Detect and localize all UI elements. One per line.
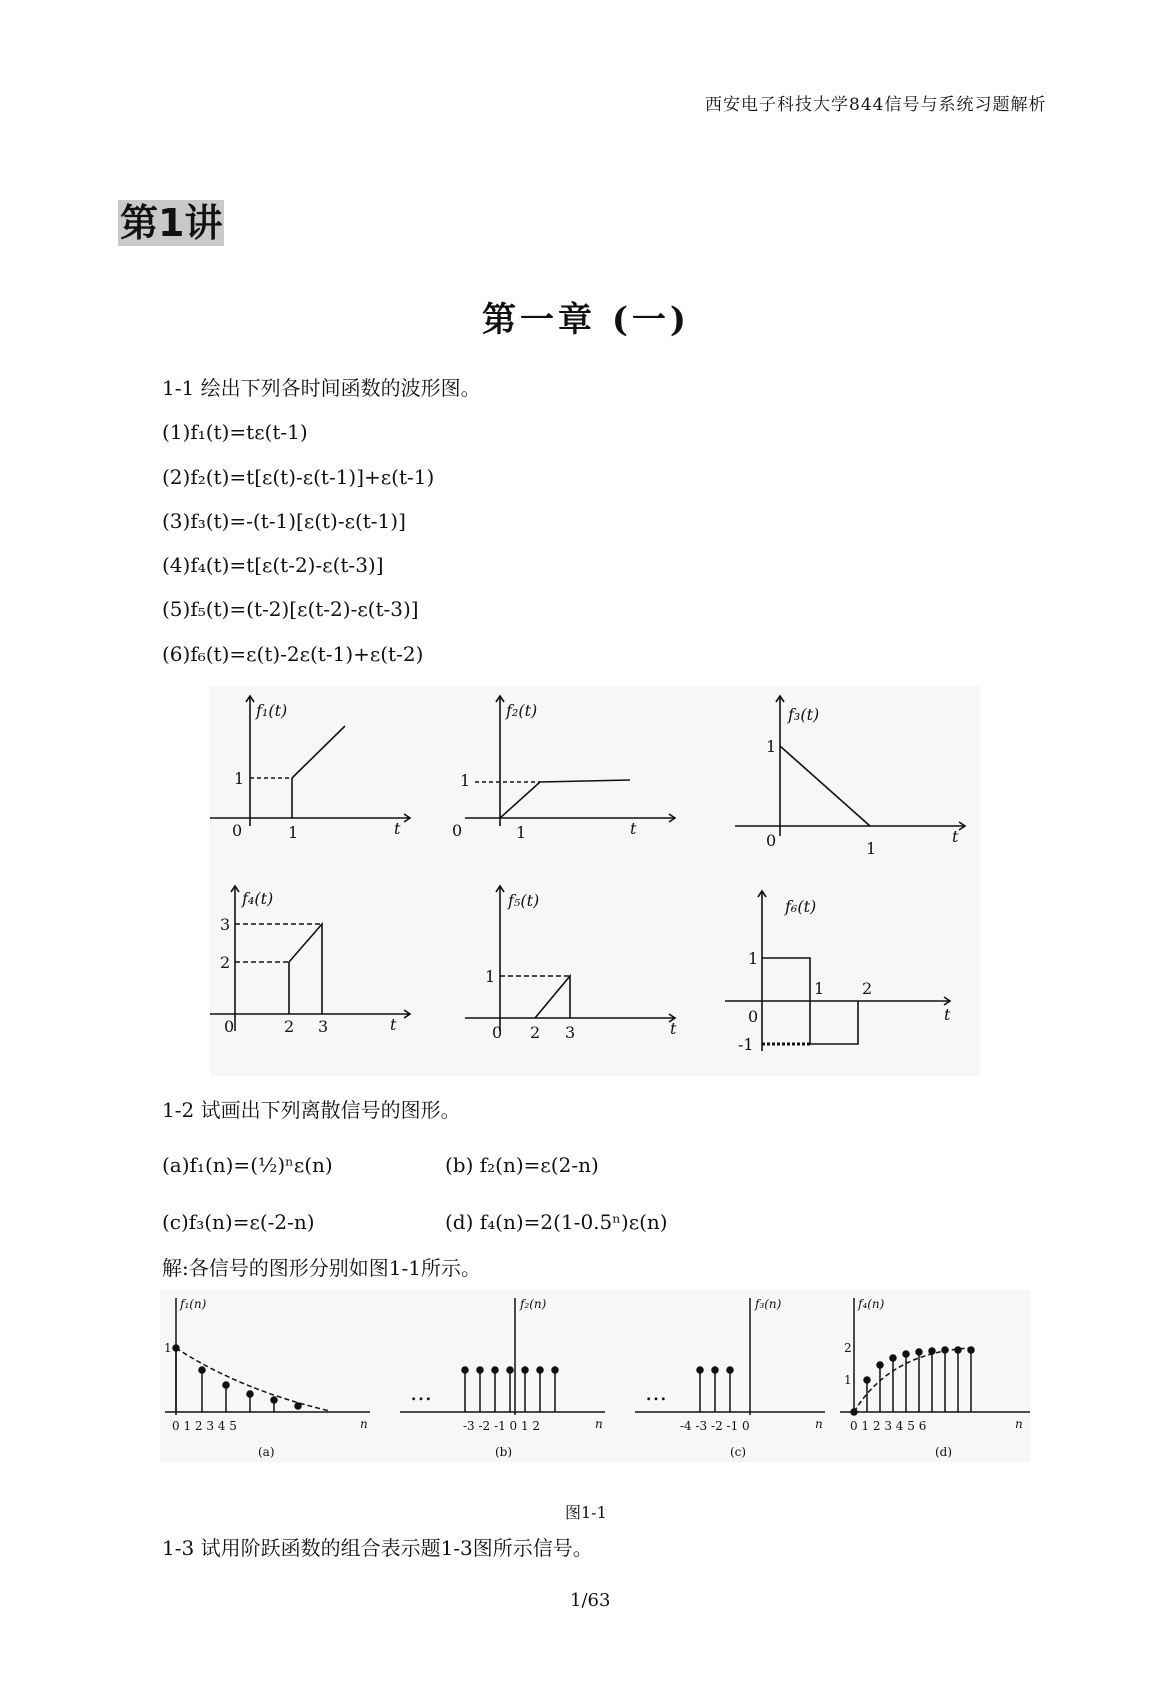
problem-1-1-item-2: (2)f₂(t)=t[ε(t)-ε(t-1)]+ε(t-1) bbox=[162, 465, 435, 489]
f5-tick-0: 0 bbox=[492, 1023, 503, 1042]
problem-1-2-a: (a)f₁(n)=(½)ⁿε(n) bbox=[162, 1153, 333, 1177]
problem-1-1-item-3: (3)f₃(t)=-(t-1)[ε(t)-ε(t-1)] bbox=[162, 509, 406, 533]
f4-tick-3: 3 bbox=[318, 1017, 329, 1036]
f5-tick-3: 3 bbox=[565, 1023, 576, 1042]
f6-tick-0: 0 bbox=[748, 1007, 759, 1026]
f5-axis: t bbox=[670, 1019, 677, 1038]
problem-1-1-item-6: (6)f₆(t)=ε(t)-2ε(t-1)+ε(t-2) bbox=[162, 642, 424, 666]
lecture-title: 第1讲 bbox=[120, 201, 223, 245]
f5-label: f₅(t) bbox=[508, 891, 540, 910]
f4-tick-y3: 3 bbox=[220, 915, 231, 934]
problem-1-1-item-5: (5)f₅(t)=(t-2)[ε(t-2)-ε(t-3)] bbox=[162, 597, 419, 621]
f3n-axis: n bbox=[815, 1417, 823, 1431]
f1n-sub: (a) bbox=[258, 1445, 275, 1459]
f5-tick-2: 2 bbox=[530, 1023, 541, 1042]
f6-tick-y1: 1 bbox=[748, 949, 759, 968]
problem-1-2-b: (b) f₂(n)=ε(2-n) bbox=[445, 1153, 599, 1177]
f2n-label: f₂(n) bbox=[520, 1297, 547, 1311]
f1-tick-y1: 1 bbox=[234, 769, 245, 788]
f4-tick-2: 2 bbox=[284, 1017, 295, 1036]
page-header: 西安电子科技大学844信号与系统习题解析 bbox=[705, 95, 1047, 115]
f1-tick-1: 1 bbox=[288, 823, 299, 842]
f4n-y1: 1 bbox=[844, 1373, 852, 1387]
f6-tick-1: 1 bbox=[814, 979, 825, 998]
f3-label: f₃(t) bbox=[788, 705, 820, 724]
f1n-axis: n bbox=[360, 1417, 368, 1431]
f6-axis: t bbox=[944, 1005, 951, 1024]
f2n-axis: n bbox=[595, 1417, 603, 1431]
waveform-figure-1-1 bbox=[210, 686, 980, 1076]
f3-axis: t bbox=[952, 827, 959, 846]
f4n-sub: (d) bbox=[935, 1445, 953, 1459]
f3-tick-0: 0 bbox=[766, 831, 777, 850]
f1-label: f₁(t) bbox=[256, 701, 288, 720]
f3-tick-y1: 1 bbox=[766, 737, 777, 756]
f2n-sub: (b) bbox=[495, 1445, 513, 1459]
f6-tick-ym1: -1 bbox=[738, 1035, 754, 1054]
chapter-title: 第一章 (一) bbox=[481, 300, 690, 340]
problem-1-1-item-1: (1)f₁(t)=tε(t-1) bbox=[162, 420, 308, 444]
figure-caption: 图1-1 bbox=[565, 1503, 607, 1522]
f4-label: f₄(t) bbox=[242, 889, 274, 908]
f3n-label: f₃(n) bbox=[755, 1297, 782, 1311]
f2-tick-0: 0 bbox=[452, 821, 463, 840]
problem-1-2-prompt: 1-2 试画出下列离散信号的图形。 bbox=[162, 1098, 461, 1122]
f4-tick-0: 0 bbox=[224, 1017, 235, 1036]
f1n-label: f₁(n) bbox=[180, 1297, 207, 1311]
f2-tick-1: 1 bbox=[516, 823, 527, 842]
problem-1-2-c: (c)f₃(n)=ε(-2-n) bbox=[162, 1210, 315, 1234]
f4n-label: f₄(n) bbox=[858, 1297, 885, 1311]
discrete-signal-figure bbox=[160, 1290, 1030, 1462]
f1-axis: t bbox=[394, 819, 401, 838]
f6-tick-2: 2 bbox=[862, 979, 873, 998]
f6-label: f₆(t) bbox=[785, 897, 817, 916]
f1-tick-0: 0 bbox=[232, 821, 243, 840]
f5-tick-y1: 1 bbox=[485, 967, 496, 986]
f3n-dots: … bbox=[645, 1381, 667, 1406]
f4-axis: t bbox=[390, 1015, 397, 1034]
problem-1-3: 1-3 试用阶跃函数的组合表示题1-3图所示信号。 bbox=[162, 1536, 593, 1560]
f2-axis: t bbox=[630, 819, 637, 838]
f2n-ticks: -3 -2 -1 0 1 2 bbox=[463, 1419, 541, 1433]
f3n-sub: (c) bbox=[730, 1445, 747, 1459]
page-number: 1/63 bbox=[570, 1590, 611, 1611]
f3-tick-1: 1 bbox=[866, 839, 877, 858]
f4-tick-y2: 2 bbox=[220, 953, 231, 972]
f1n-ticks: 0 1 2 3 4 5 bbox=[172, 1419, 237, 1433]
f4n-y2: 2 bbox=[844, 1341, 852, 1355]
f4n-axis: n bbox=[1015, 1417, 1023, 1431]
solution-text: 解:各信号的图形分别如图1-1所示。 bbox=[162, 1256, 481, 1280]
f4n-ticks: 0 1 2 3 4 5 6 bbox=[850, 1419, 927, 1433]
problem-1-1-prompt: 1-1 绘出下列各时间函数的波形图。 bbox=[162, 376, 481, 400]
f1n-y1: 1 bbox=[164, 1341, 172, 1355]
f2n-dots: … bbox=[410, 1381, 432, 1406]
f2-tick-y1: 1 bbox=[460, 771, 471, 790]
f2-label: f₂(t) bbox=[506, 701, 538, 720]
problem-1-1-item-4: (4)f₄(t)=t[ε(t-2)-ε(t-3)] bbox=[162, 553, 384, 577]
problem-1-2-d: (d) f₄(n)=2(1-0.5ⁿ)ε(n) bbox=[445, 1210, 668, 1234]
f3n-ticks: -4 -3 -2 -1 0 bbox=[680, 1419, 750, 1433]
